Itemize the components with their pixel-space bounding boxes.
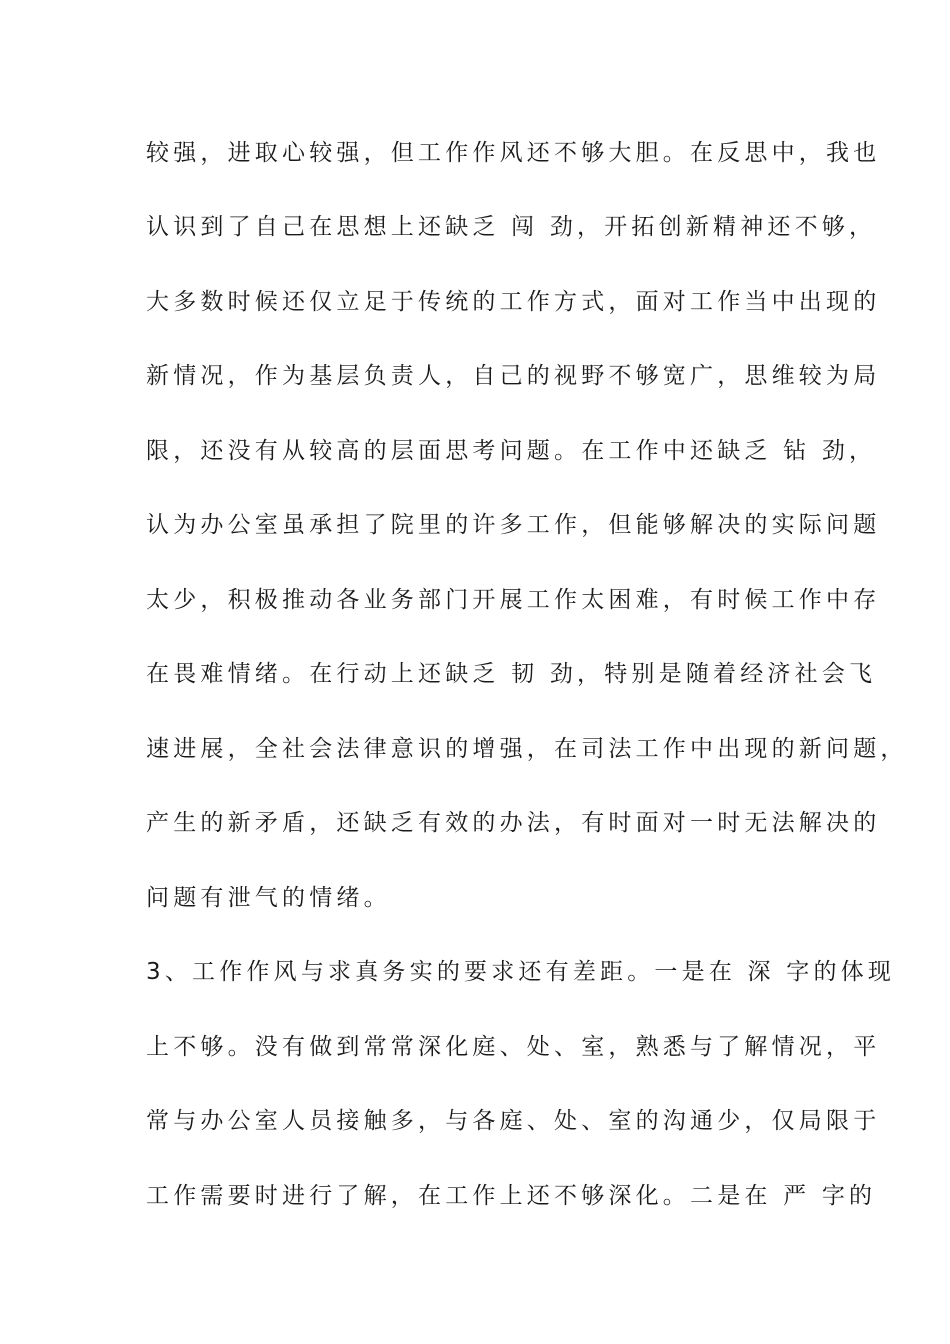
text-line: 太少，积极推动各业务部门开展工作太困难，有时候工作中存 <box>146 587 881 613</box>
text-line: 上不够。没有做到常常深化庭、处、室，熟悉与了解情况，平 <box>146 1034 881 1060</box>
text-line: 在畏难情绪。在行动上还缺乏 韧 劲，特别是随着经济社会飞 <box>146 661 877 687</box>
text-line: 认识到了自己在思想上还缺乏 闯 劲，开拓创新精神还不够， <box>146 214 877 240</box>
text-line: 产生的新矛盾，还缺乏有效的办法，有时面对一时无法解决的 <box>146 810 881 836</box>
text-line: 速进展，全社会法律意识的增强，在司法工作中出现的新问题， <box>146 736 908 762</box>
text-line: 工作需要时进行了解，在工作上还不够深化。二是在 严 字的 <box>146 1183 877 1209</box>
text-line: 较强，进取心较强，但工作作风还不够大胆。在反思中，我也 <box>146 140 881 166</box>
text-line: 问题有泄气的情绪。 <box>146 885 391 911</box>
text-line: 新情况，作为基层负责人，自己的视野不够宽广，思维较为局 <box>146 363 881 389</box>
text-line: 认为办公室虽承担了院里的许多工作，但能够解决的实际问题 <box>146 512 881 538</box>
text-line: 常与办公室人员接触多，与各庭、处、室的沟通少，仅局限于 <box>146 1108 881 1134</box>
text-line: 限，还没有从较高的层面思考问题。在工作中还缺乏 钻 劲， <box>146 438 877 464</box>
text-line: 大多数时候还仅立足于传统的工作方式，面对工作当中出现的 <box>146 289 881 315</box>
text-line: 3、工作作风与求真务实的要求还有差距。一是在 深 字的体现 <box>146 959 896 985</box>
